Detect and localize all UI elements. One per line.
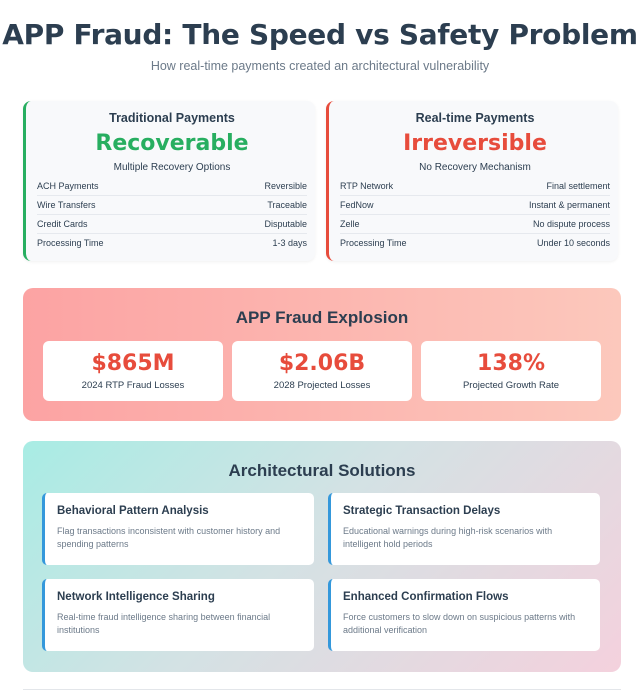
list-item	[37, 196, 307, 215]
architectural-solutions-panel	[23, 441, 621, 672]
row-label: Credit Cards	[37, 219, 88, 229]
solution-description: Force customers to slow down on suspicious patterns with additional verification	[343, 612, 576, 635]
section-title: Architectural Solutions	[228, 461, 416, 480]
stat-card-growth-rate	[421, 341, 601, 401]
solution-card-intelligence-sharing	[42, 579, 314, 651]
page-subtitle: How real-time payments created an architectural vulnerability	[150, 59, 490, 73]
solution-title: Network Intelligence Sharing	[57, 591, 215, 603]
stat-label: 2024 RTP Fraud Losses	[81, 380, 185, 391]
solution-card-transaction-delays	[328, 493, 600, 565]
row-value: Final settlement	[546, 181, 610, 191]
solution-card-confirmation-flows	[328, 579, 600, 651]
payment-method-list	[340, 177, 610, 252]
section-title: APP Fraud Explosion	[235, 308, 409, 327]
row-value: Instant & permanent	[528, 200, 610, 210]
stat-label: 2028 Projected Losses	[273, 380, 371, 391]
solution-description: Real-time fraud intelligence sharing between financial institutions	[57, 612, 271, 635]
realtime-payments-card	[326, 101, 618, 261]
solution-description: Flag transactions inconsistent with customer history and spending patterns	[57, 526, 281, 549]
solution-title: Strategic Transaction Delays	[343, 505, 501, 517]
card-caption: No Recovery Mechanism	[419, 162, 531, 173]
row-value: Reversible	[264, 181, 307, 191]
card-title: Real-time Payments	[415, 111, 535, 125]
row-label: FedNow	[340, 200, 374, 210]
stat-card-projected-losses	[232, 341, 412, 401]
row-value: Traceable	[267, 200, 307, 210]
status-label: Irreversible	[403, 131, 547, 156]
traditional-payments-card	[23, 101, 315, 261]
row-label: Zelle	[340, 219, 360, 229]
stat-label: Projected Growth Rate	[462, 380, 560, 391]
row-label: Processing Time	[340, 238, 407, 248]
row-value: No dispute process	[532, 219, 610, 229]
solution-title: Enhanced Confirmation Flows	[343, 591, 509, 603]
list-item	[340, 196, 610, 215]
row-value: Disputable	[264, 219, 307, 229]
stat-value: $865M	[91, 351, 175, 376]
row-label: Processing Time	[37, 238, 104, 248]
payment-method-list	[37, 177, 307, 252]
solution-card-behavioral-analysis	[42, 493, 314, 565]
list-item	[340, 215, 610, 234]
list-item	[37, 177, 307, 196]
divider	[23, 689, 621, 690]
list-item	[340, 177, 610, 196]
stat-card-rtp-losses	[43, 341, 223, 401]
list-item	[37, 215, 307, 234]
solution-title: Behavioral Pattern Analysis	[57, 505, 209, 517]
card-caption: Multiple Recovery Options	[113, 162, 231, 173]
row-label: Wire Transfers	[37, 200, 96, 210]
list-item	[340, 234, 610, 252]
solution-description: Educational warnings during high-risk scenarios with intelligent hold periods	[343, 526, 553, 549]
page-title: APP Fraud: The Speed vs Safety Problem	[2, 18, 638, 51]
row-value: 1-3 days	[272, 238, 307, 248]
row-label: ACH Payments	[37, 181, 99, 191]
row-value: Under 10 seconds	[536, 238, 610, 248]
row-label: RTP Network	[340, 181, 394, 191]
list-item	[37, 234, 307, 252]
stat-value: 138%	[477, 351, 545, 376]
card-title: Traditional Payments	[109, 111, 235, 125]
stat-value: $2.06B	[278, 351, 366, 376]
status-label: Recoverable	[95, 131, 249, 156]
fraud-explosion-panel	[23, 288, 621, 421]
